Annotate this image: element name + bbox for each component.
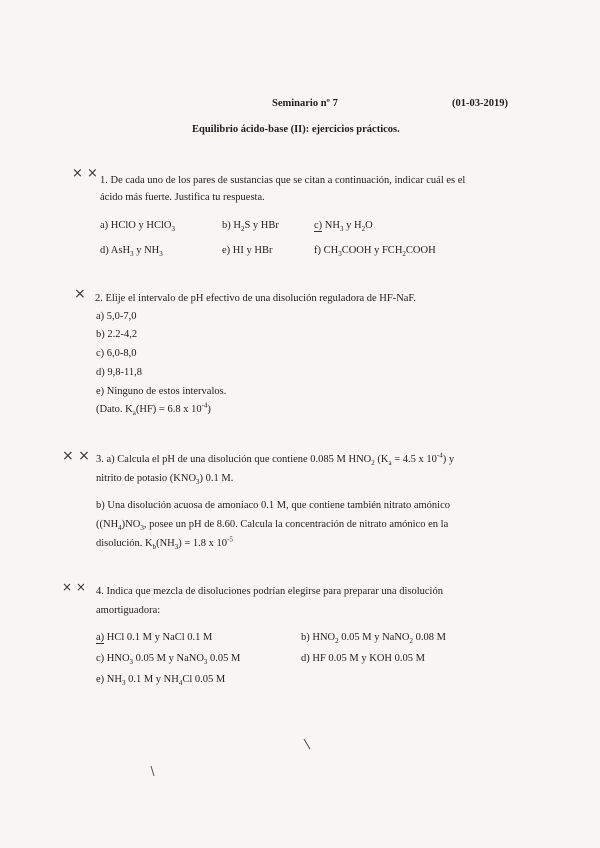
q2-option-c: c) 6,0-8,0 [96,348,137,359]
q3a-line2: nitrito de potasio $(KNO_3)$ 0.1 M. [96,473,234,487]
handwritten-mark-q1: × × [72,166,98,181]
q1-option-a: a) HClO y HClO$_3$ [100,220,175,234]
stray-pen-mark [300,735,320,755]
stray-pen-mark [145,762,165,782]
q4-text-line1: 4. Indica que mezcla de disoluciones podrían elegirse para preparar una disolución [96,586,443,597]
q2-option-d: d) 9,8-11,8 [96,367,142,378]
page-title: Equilibrio ácido-base (II): ejercicios prácticos. [192,124,400,135]
q4-option-a: a) HCl 0.1 M y NaCl 0.1 M [96,632,213,643]
q2-text: 2. Elije el intervalo de pH efectivo de una disolución reguladora de HF-NaF. [95,293,417,304]
handwritten-mark-q2: × [74,286,86,302]
q1-text-line2: ácido más fuerte. Justifica tu respuesta. [100,192,265,203]
q4-option-d: d) HF 0.05 M y KOH 0.05 M [301,653,425,664]
q3b-line3: disolución. $K_b(NH_3) = 1.8$ x $10^{-5}$ [96,535,233,552]
q2-option-b: b) 2.2-4,2 [96,329,138,340]
handwritten-mark-q3: × × [62,448,90,464]
q1-option-d: d) AsH$_3$ y $NH_3$ [100,245,163,259]
q3b-line2: ($(NH_4)NO_3$, posee un pH de 8.60. Calcula la concentración de nitrato amónico en la [96,519,449,533]
q1-option-c: c) $NH_3$ y $H_2O$ [314,220,373,234]
q2-option-e: e) Ninguno de estos intervalos. [96,386,227,397]
q4-option-e: e) $NH_3$ 0.1 M y $NH_4Cl$ 0.05 M [96,674,226,688]
q2-data-note: (Dato. $K_a(HF) = 6.8$ x $10^{-4}$) [96,401,211,418]
handwritten-mark-q4: × × [62,580,86,594]
seminar-title: Seminario nº 7 [272,98,338,109]
q4-option-b: b) $HNO_2$ 0.05 M y NaNO$_2$ 0.08 M [301,632,446,646]
q1-option-b: b) $H_2S$ y HBr [222,220,279,234]
seminar-date: (01-03-2019) [452,98,508,109]
q2-option-a: a) 5,0-7,0 [96,311,137,322]
q1-option-f: f) $CH_3COOH$ y $FCH_2COOH$ [314,245,436,259]
q3b-line1: b) Una disolución acuosa de amoniaco 0.1 M, que contiene también nitrato amónico [96,500,450,511]
q1-text-line1: 1. De cada uno de los pares de sustancias que se citan a continuación, indicar cuál es el [100,175,466,186]
q4-option-c: c) $HNO_3$ 0.05 M y NaNO$_3$ 0.05 M [96,653,241,667]
q1-option-e: e) HI y HBr [222,245,273,256]
q3a-line1: 3. a) Calcula el pH de una disolución que contiene 0.085 M $HNO_2$ ($K_a = 4.5$ x $10^{-4}$) y [96,451,455,468]
q4-text-line2: amortiguadora: [96,605,161,616]
